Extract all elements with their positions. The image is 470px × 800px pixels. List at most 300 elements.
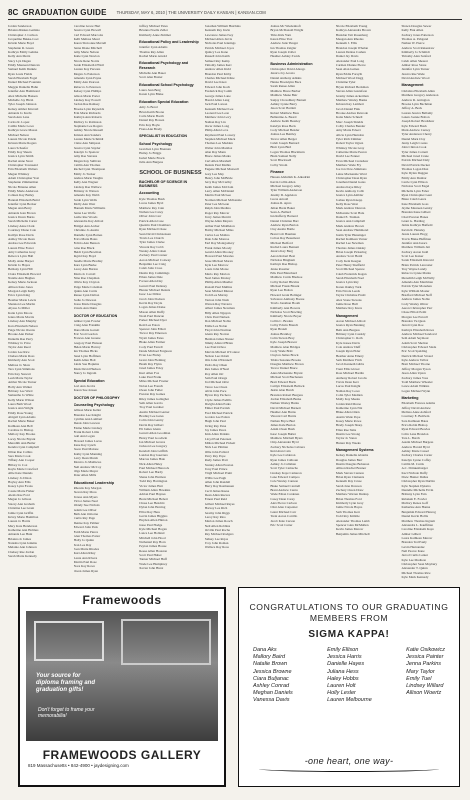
graduate-name: Frederick Ray Lamb — [204, 89, 233, 94]
graduate-name: Sarah Marie Kennedy — [8, 553, 37, 558]
graduate-name: Isaac Joseph Butler — [270, 431, 296, 436]
graduate-name: Trent Ellis Glover — [335, 366, 360, 371]
graduate-name: Ryan James Calhoun — [270, 457, 299, 462]
names-column — [8, 24, 71, 584]
graduate-name: Jeffrey Morgan Tyson — [401, 366, 431, 371]
graduate-name: Clayton James Brock — [270, 353, 299, 358]
graduate-name: Glen Thomas Potter — [73, 533, 101, 538]
graduate-name: Blair Lynn Bird — [270, 145, 292, 150]
graduate-name: Oscar James Long — [204, 123, 230, 128]
graduate-name: Dustin Douglas Bohanon — [335, 462, 370, 467]
graduate-name: Rebecca Lynne Marks — [401, 271, 431, 276]
sorority-name: SIGMA KAPPA! — [308, 629, 390, 640]
graduate-name: Chelsey Rae Jordan — [8, 549, 35, 554]
names-column — [74, 24, 137, 584]
graduate-name: Caroline Elizabeth Kaye — [401, 527, 434, 532]
graduate-name: Bobby Michael Miles — [204, 228, 234, 233]
graduate-name: Jessica Ryan Banning — [335, 323, 365, 328]
graduate-name: Jeremy D. Appleton — [270, 192, 297, 197]
graduate-name: Sanjay Chowdhury Barnett — [270, 97, 307, 102]
graduate-name: Lucas Arnold — [270, 197, 289, 202]
graduate-name: Rachel Laura Bennett — [270, 244, 300, 249]
graduate-name: Brittany Lynn Fain — [401, 492, 427, 497]
member-name: Meghan Daniels — [253, 690, 293, 697]
graduate-name: Dustin Ray Cummings — [139, 270, 170, 275]
graduate-name: Matthew William Jett — [401, 245, 431, 250]
graduate-name: Colleen Kay Bailey — [8, 193, 35, 198]
graduate-name: Nathan Ray Lin — [204, 119, 226, 124]
graduate-name: Irene Kay Lynch — [73, 442, 96, 447]
graduate-name: Mitchell John Hood — [139, 535, 166, 540]
graduate-name: Hillary Jo Cox — [8, 462, 28, 467]
graduate-name: Leslie Rae Woods — [73, 215, 98, 220]
graduate-name: Brett Edward Buck — [270, 379, 296, 384]
graduate-name: Jared James Foley — [139, 366, 164, 371]
graduate-name: Wyatt James Estes — [139, 335, 164, 340]
graduate-name: Anthony Robert Jacobs — [335, 375, 367, 380]
graduate-name: Brian Thomas Ford — [335, 496, 362, 501]
graduate-name: Mark Andrew Carney — [401, 127, 431, 132]
graduate-name: Ollie John Pollard — [204, 449, 229, 454]
degree-heading: SPECIALIST IN EDUCATION — [139, 134, 188, 139]
graduate-name: Stacey Ann Graham — [8, 501, 35, 506]
graduate-name: Julian Brent Baker — [270, 205, 296, 210]
graduate-name: Seth Thomas Kerr — [335, 509, 361, 514]
member-name: Haley Hobbs — [327, 675, 359, 682]
graduate-name: Jarrett Lynn Roe — [401, 323, 424, 328]
graduate-name: Stanley Allen Preston — [204, 462, 234, 467]
graduate-name: Colby Charles Bender — [335, 123, 366, 128]
graduate-name: Stephen Michael Mack — [204, 136, 236, 141]
graduate-name: Ian Rafferty Barnard — [270, 214, 298, 219]
graduate-name: Megan Jo Gibson — [8, 497, 32, 502]
graduate-name: Carmen Dianne Pierce — [335, 63, 366, 68]
graduate-name: Dana Marie Garrett — [73, 327, 100, 332]
graduate-name: Keith James McClain — [204, 184, 234, 189]
graduate-name: Erik Paul Blanchard — [270, 270, 298, 275]
degree-heading: Educational Policy and Leadership — [139, 40, 199, 45]
graduate-name: Lance Adam Wilkins — [401, 384, 430, 389]
graduate-name: Kelsey Lynn Phillips — [73, 89, 102, 94]
graduate-name: Tyler Joseph Johnson — [8, 102, 37, 107]
graduate-name: Riley James Gallagher — [139, 396, 170, 401]
graduate-name: Abigail Lynn Adams — [8, 414, 36, 419]
graduate-name: Martin Paul Rose — [73, 559, 97, 564]
graduate-name: Jenna Lee Wolfe — [73, 210, 96, 215]
graduate-name: Lindsey Kaye Cameron — [270, 470, 302, 475]
graduate-name: Matthew Wesley Banks — [335, 97, 368, 102]
graduate-name: Erin Kay Boyle — [139, 122, 160, 127]
graduate-name: Virgil Michael Pruitt — [204, 471, 233, 476]
graduate-name: Shane John Harmon — [139, 474, 166, 479]
graduate-name: Bruce James Marks — [204, 154, 231, 159]
graduate-name: Stephanie Zimmerman — [8, 180, 39, 185]
graduate-name: Tiffany Ann Cooper — [8, 458, 35, 463]
graduate-name: Alyssa Jo Miller — [8, 306, 30, 311]
graduate-name: David Michael Burnett — [270, 405, 301, 410]
graduate-name: Douglas James Barr — [335, 457, 363, 462]
graduate-name: Paige Marie Coleman — [73, 284, 103, 289]
graduate-name: Fred Michael Patrick — [204, 410, 233, 415]
graduate-name: Erin Elizabeth Walters — [8, 167, 38, 172]
graduate-name: Carl Allen Marshall — [204, 158, 231, 163]
graduate-name: Trey Wayne Lundy — [401, 266, 427, 271]
graduate-name: Amy Marie Eckert — [335, 128, 361, 133]
graduate-name: Harold Allen Lang — [204, 97, 230, 102]
graduate-name: Alicia Lynn Herndon — [335, 132, 364, 137]
graduate-name: Sarah Jane Dawson — [335, 483, 362, 488]
graduate-name: Peter Lee McLean — [204, 202, 230, 207]
graduate-name: Henry Paul Goodwin — [139, 435, 168, 440]
graduate-name: Marc Joseph Shields — [335, 119, 364, 124]
graduate-name: Rhonda Kay Morgan — [73, 486, 102, 491]
graduate-name: Derek Michael Ferguson — [139, 348, 172, 353]
graduate-name: Rebecca Jo Peterson — [73, 84, 101, 89]
graduate-name: Erica Lynn King — [8, 293, 30, 298]
graduate-name: Karen Sue Jensen — [73, 388, 98, 393]
graduate-name: Erica Marie Bates — [73, 236, 98, 241]
graduate-name: Owen John Fuller — [139, 387, 163, 392]
graduate-name: Travis Jonathan Booth — [270, 301, 301, 306]
graduate-name: Tyler James Cornett — [401, 149, 428, 154]
graduate-name: Gretchen Lynn Brennan — [139, 146, 171, 151]
graduate-name: Laura Schaefer — [8, 145, 29, 150]
graduate-name: Thomas Lee Madden — [204, 141, 233, 146]
graduate-name: Gerald Allen Mooney — [204, 249, 234, 254]
masthead-meta: THURSDAY, MAY 6, 2010 | THE UNIVERSITY DAILY KANSAN | KANSAN.COM — [116, 10, 266, 15]
graduate-name: Alex Michelle Hansen — [8, 93, 38, 98]
graduate-name: Caroline Grace Hart — [73, 24, 101, 28]
graduate-name: Meggie Danielle Hahn — [8, 84, 39, 89]
graduate-name: Troy Paul Gardner — [139, 405, 164, 410]
graduate-name: Anna Mackenzie Bryant — [270, 370, 303, 375]
graduate-name: Kasey Lynn Evans — [8, 484, 33, 489]
graduate-name: Caleb Frederick Kagan — [335, 271, 367, 276]
graduate-name: Jessica Lynn Ray — [335, 280, 359, 285]
graduate-name: Frances Ann Greene — [73, 336, 101, 341]
graduate-name: Katherine Ann Hanna — [401, 505, 431, 510]
graduate-name: Patrick Tyler Monahan — [401, 284, 432, 289]
graduate-name: Caitlin M. Curtis — [401, 462, 424, 467]
graduate-name: Alan Ray Mann — [204, 149, 226, 154]
graduate-name: Rachel Kathleen Varner — [335, 236, 368, 241]
graduate-name: Brandon Joseph Whelan — [335, 45, 369, 50]
graduate-name: Hanna Brooklynn Baca — [270, 80, 302, 85]
graduate-name: Ashley Jo Callahan — [270, 462, 296, 467]
graduate-name: Sarah Elizabeth Kincaid — [401, 258, 434, 263]
graduate-name: Hannah Marie Williams — [73, 206, 106, 211]
graduate-name: Andrew Michael Sandoval — [401, 332, 437, 337]
graduate-name: Andrea Marie Vaughn — [73, 176, 103, 181]
graduate-name: Katelyn Jo Spencer — [73, 149, 100, 154]
graduate-name: Morgan Lee Purcell — [401, 314, 428, 319]
graduate-name: Victor James Hart — [139, 483, 163, 488]
graduate-name: Sam Paul Ortega — [204, 375, 228, 380]
graduate-name: A.C. Drinkenburger — [401, 466, 428, 471]
graduate-name: Paul Michael Hancock — [139, 466, 170, 471]
graduate-name: Blain Samuel Nelly — [270, 153, 297, 158]
graduate-name: Zachary Charles Carter — [401, 453, 433, 458]
graduate-name: Sean Michael Munoz — [204, 288, 233, 293]
graduate-name: Heath Ray Flynn — [139, 361, 162, 366]
graduate-name: Caitlin Ann Thomas — [73, 163, 101, 167]
member-name: Jenna Parkins — [406, 661, 442, 668]
graduate-name: Cecil James Reese — [204, 488, 230, 493]
names-column — [336, 24, 399, 584]
graduate-name: Leonard Lee Leon — [204, 110, 230, 115]
graduate-name: Frank Robert Little — [73, 429, 100, 434]
graduate-name: Kaitlyn Rose Davis — [8, 232, 34, 237]
graduate-name: Jackson Lee Gregory — [139, 444, 168, 449]
graduate-name: Jennifer Ann Hammond — [8, 89, 40, 94]
graduate-name: Megan Ann Berry — [8, 206, 32, 211]
graduate-name: Laura Jean Berg — [139, 88, 161, 93]
graduate-name: Jesse Michael Moran — [204, 258, 233, 263]
graduate-name: Erica Robin Bishop — [401, 422, 428, 427]
graduate-name: Jeremy James Ackerman — [335, 93, 369, 98]
graduate-name: Renee Lynn Dalton — [73, 293, 100, 298]
graduate-name: Roger Ray Mercer — [204, 210, 230, 215]
graduate-name: Trevor Allen Berger — [270, 136, 297, 141]
graduate-name: Matthew Alan Bridges — [270, 344, 301, 349]
member-column — [253, 647, 293, 705]
member-name: Katie Osikowicz — [406, 647, 445, 653]
graduate-name: Chris Paul Nielsen — [204, 315, 230, 320]
graduate-name: Matthew Mitchell Byers — [270, 435, 303, 440]
graduate-name: Kyle Michael Hogan — [139, 526, 167, 531]
graduate-name: Matthew Bruce Barber — [270, 88, 301, 93]
graduate-name: Kathryn Ann Roberts — [73, 115, 102, 120]
graduate-name: Sean David Christensen — [139, 231, 171, 236]
graduate-name: Ryan Edward Bowles — [401, 427, 431, 432]
graduate-name: Alexandra L. Kauffman — [401, 522, 433, 527]
graduate-name: Kirk Allen Perkins — [204, 432, 230, 437]
graduate-name: Brian Keith Boone — [139, 109, 165, 114]
graduate-name: Oliver John Carr — [139, 214, 162, 219]
degree-heading: Accounting — [139, 191, 159, 196]
graduate-name: Kyle Joseph Brewer — [270, 340, 298, 345]
degree-heading: Management Systems — [335, 448, 374, 452]
graduate-name: Morgan Leigh Kelly — [8, 288, 36, 293]
graduate-name: Tessa Marie Douglas — [73, 302, 102, 306]
graduate-name: Lori Ann Jacobs — [73, 383, 96, 388]
graduate-name: Katie Lynn Moore — [8, 310, 33, 315]
graduate-name: William Allen Hawkins — [139, 487, 171, 492]
names-column — [205, 24, 268, 584]
graduate-name: Paige Nicole Owens — [8, 328, 35, 333]
graduate-name: Brianna Rinker-Gamino — [8, 28, 40, 33]
graduate-name: Trisha Suzanne Brooks — [270, 357, 301, 362]
graduate-name: Kaci Nichole Duffy — [401, 470, 428, 475]
graduate-name: Kyle Edward Bush — [401, 123, 427, 128]
graduate-name: Cole Wesley Cannon — [270, 479, 299, 484]
names-column — [401, 24, 464, 584]
graduate-name: Howard Grant Bolinger — [270, 292, 302, 297]
frame-icon — [34, 621, 104, 661]
graduate-name: Jason Allen Upton — [401, 371, 426, 376]
graduate-name: Tara L. Burch — [401, 435, 420, 440]
graduate-name: Brandon Paul Kirby — [204, 71, 232, 76]
graduate-name: Thomas Ray Allen — [139, 49, 164, 54]
graduate-name: Byron Ray Pacheco — [204, 393, 231, 398]
graduate-name: Colin Steven Bray — [270, 336, 295, 341]
graduate-name: Nathaniel Ray Horn — [139, 539, 166, 544]
graduate-name: Travis Lee Church — [139, 235, 164, 240]
graduate-name: Hassan Abdullah K. Alkadrini — [270, 175, 311, 180]
graduate-name: Jonathan William Hutchins — [204, 24, 241, 28]
swoosh-decoration — [259, 766, 439, 772]
graduate-name: Carrie Lynn Ellison — [401, 180, 428, 185]
graduate-name: Aaron Michael Abbott — [335, 319, 366, 324]
framewoods-ad[interactable] — [18, 587, 226, 787]
graduate-name: Jesse Paul Hodge — [139, 522, 163, 527]
graduate-name: Jessica Rae Wade — [401, 71, 425, 76]
graduate-name: Seth Adam Seymour — [401, 336, 429, 341]
graduate-name: Craig Alan Franklin — [73, 323, 100, 328]
graduate-name: Bridget Ann Archer — [73, 223, 100, 228]
graduate-name: Gavin Hernandez — [401, 544, 425, 549]
graduate-name: Zachary Paul Conner — [139, 253, 168, 258]
graduate-name: Kyle Dylan Duggan — [401, 171, 429, 176]
graduate-name: Kyle Thomas Bush — [139, 196, 165, 201]
graduate-name: Ian Thomas Zeigler — [270, 45, 297, 50]
graduate-name: David Lee Knox — [204, 80, 227, 85]
graduate-name: Peyton James House — [139, 544, 167, 549]
graduate-name: Perry Ray Pope — [204, 454, 226, 459]
graduate-name: Brittany Jo Watson — [73, 189, 99, 194]
graduate-name: Vincent Carl Burris — [270, 414, 297, 419]
section-title: GRADUATION GUIDE — [22, 8, 107, 17]
degree-heading: Finance — [270, 170, 284, 174]
graduate-name: Erin Kay Stewart — [8, 371, 31, 376]
graduate-name: Kurt Allen Fox — [139, 370, 160, 375]
graduate-name: Allison Kate Jones — [8, 284, 33, 289]
graduate-name: Brandon Vu Quan — [401, 319, 426, 324]
graduate-name: Cody Paul Farrell — [139, 344, 163, 349]
graduate-name: Andrew Allen Kidd — [204, 67, 231, 72]
graduate-name: Todd Roy Kimble — [335, 514, 360, 519]
graduate-name: Louis John Morse — [204, 267, 229, 272]
graduate-name: Kimberly Nicole Boyer — [270, 314, 302, 319]
graduate-name: Cassie Marie Fisher — [8, 488, 35, 493]
graduate-name: Andrew Harold Byrd — [401, 444, 430, 449]
graduate-name: Joseph Robert Bradshaw — [401, 119, 435, 124]
graduate-name: Kimberly Ann Scott — [8, 358, 35, 363]
graduate-name: Jacob Kale Carson — [270, 518, 296, 523]
degree-heading: Educational School Psychology — [139, 82, 194, 87]
graduate-name: Sean A. Ballard — [270, 210, 292, 215]
graduate-name: Michael Scott Buchanan — [270, 375, 303, 380]
graduate-name: Wayne Allen Meyers — [204, 219, 233, 224]
graduate-name: Jack Paul Larson — [204, 102, 228, 107]
graduate-name: Sarah Elizabeth Noel — [335, 275, 364, 280]
graduate-name: Catherine Marie Pearce — [335, 149, 368, 154]
graduate-name: Philip Allen Love — [204, 128, 229, 133]
graduate-name: Garrett Paul Delaney — [139, 283, 167, 288]
graduate-name: Salvatore Anthony Boone — [270, 296, 305, 301]
graduate-name: Isabel Marie Brock — [139, 155, 165, 160]
graduate-name: Karen Shavonne Merrell — [73, 41, 107, 46]
graduate-name: Janet Lynn Hoffman — [73, 353, 101, 358]
graduate-name: Emily Ann Pearson — [73, 80, 100, 85]
graduate-name: Matthew Thomas Ingram — [401, 518, 435, 523]
graduate-name: Nicholas Bingham — [270, 257, 295, 262]
graduate-name: Douglas Matthew Brown — [270, 362, 304, 367]
graduate-name: Kathryn Emily Gehrke — [8, 50, 39, 55]
graduate-name: Nicole Brianne Allen — [8, 184, 37, 189]
graduate-name: Charles Michael Kline — [204, 76, 235, 81]
graduate-name: Brent Andrew Cantu — [270, 488, 298, 493]
graduate-name: Edward John Park — [73, 525, 98, 530]
member-name: Danielle Hayes — [327, 661, 365, 668]
graduate-name: Hugh John Paul — [204, 419, 226, 424]
graduate-name: Andrew James Noble — [401, 297, 430, 302]
graduate-name: Larry Allen McDaniel — [204, 189, 235, 194]
graduate-name: Ryan Christopher Gant — [401, 193, 432, 198]
names-column — [139, 24, 202, 584]
graduate-name: Karen Lynn Blake — [139, 92, 164, 97]
graduate-name: Joseph Ryan Elder — [335, 349, 361, 354]
graduate-name: Jamie Rose Hull — [335, 302, 358, 306]
graduate-name: Nathan Lee Carey — [139, 209, 164, 214]
graduate-name: Christina Elizabeth Allen — [401, 88, 435, 93]
graduate-name: Kelly Fisk Allen — [401, 28, 424, 33]
graduate-name: Michael Gregory Alley — [270, 184, 301, 189]
graduate-name: Melissa Jo Shaw — [8, 362, 31, 367]
graduate-name: Caitlin Marie Lowe — [8, 123, 35, 128]
graduate-name: Derek John Lawson — [73, 421, 100, 426]
graduate-name: Christopher Ryan Durbin — [401, 479, 435, 484]
graduate-name: Henry John McBride — [204, 176, 233, 181]
graduate-name: Matthew Shane Bair — [270, 93, 298, 98]
graduate-name: Kimberly Anne Zimmer — [139, 32, 172, 37]
graduate-name: Matthew Curtis Bledsoe — [270, 275, 303, 280]
graduate-name: Cody Wade Britt — [270, 349, 293, 354]
graduate-name: Jessie Lauren Hogg — [401, 232, 428, 237]
graduate-name: Andrew Scott Rakestraw — [401, 45, 435, 50]
graduate-name: Kyle Stephen Dykstra — [401, 483, 431, 488]
graduate-name: Nancy Jo Ingram — [73, 371, 97, 376]
graduate-name: Miles Michael Frazier — [139, 379, 169, 384]
graduate-name: Elizabeth Frances Adams — [401, 401, 435, 406]
graduate-name: Joshua Ryan Knopp — [335, 197, 363, 202]
graduate-name: Amanda Lee Hunt — [8, 532, 33, 537]
graduate-name: Lauren Kay Parsons — [73, 67, 101, 72]
graduate-name: Lauren Marie Schmidt — [73, 136, 104, 141]
graduate-name: Mark Andrew Duncan — [335, 206, 366, 211]
graduate-name: Samuel Keith Dunkle — [8, 67, 37, 72]
graduate-name: Scott Michael Spence — [335, 267, 365, 272]
graduate-name: Amanda Ann Merriman — [401, 279, 433, 284]
graduate-name: Sarah Michelle Carter — [8, 219, 38, 224]
graduate-name: Jacob Kenneth Gibbs — [335, 362, 365, 367]
graduate-name: Joshua Lee Bentley — [270, 132, 297, 137]
member-name: Natalie Brown — [253, 661, 288, 668]
graduate-name: Karen Oakley Turk — [335, 284, 362, 289]
graduate-name: Jordan Lee Rice — [8, 349, 30, 354]
graduate-name: Jessica Lynn Smith — [8, 154, 34, 159]
graduate-name: Hayley Ann Ellis — [8, 480, 31, 485]
graduate-name: Colin John Gentry — [139, 418, 164, 423]
graduate-name: Andrew Keith Beasley — [270, 119, 301, 124]
graduate-name: Brandon Ted Pauly — [401, 540, 427, 545]
graduate-name: Timothy James Kerr — [204, 63, 232, 68]
graduate-name: Laken Joanne Bolton — [401, 114, 430, 119]
member-name: Jessica Browne — [253, 668, 292, 675]
graduate-name: Hayden Allen Hinton — [139, 518, 168, 523]
graduate-name: Christopher David Abrego — [270, 67, 306, 72]
graduate-name: Marion James Roach — [204, 519, 233, 524]
